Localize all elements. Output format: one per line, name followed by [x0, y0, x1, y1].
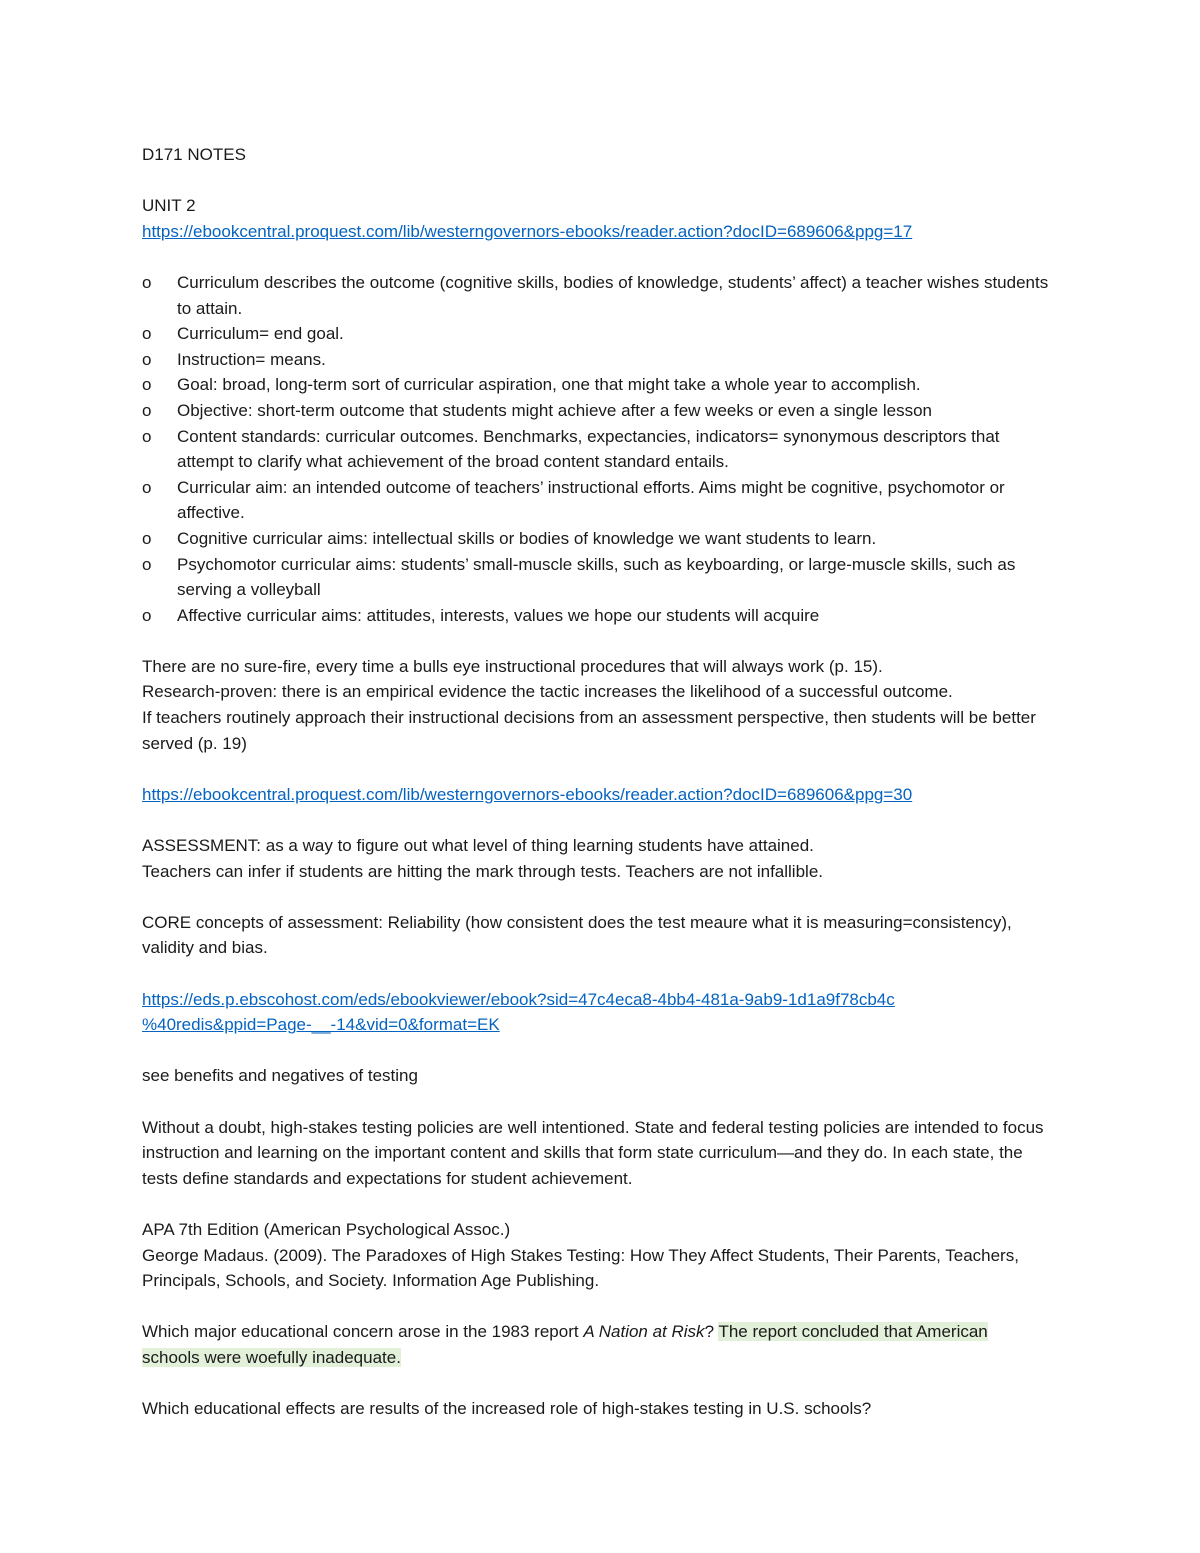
bullet-marker: o	[142, 477, 152, 497]
list-item	[142, 398, 1050, 424]
question-1-text: Which major educational concern arose in the 1983 report	[142, 1322, 584, 1342]
unit-heading: UNIT 2	[142, 196, 196, 216]
highlighted-answer: The report concluded that American schools were woefully inadequate.	[142, 1322, 988, 1367]
list-item-text: Curriculum describes the outcome (cognitive skills, bodies of knowledge, students’ affect) a teacher wishes students to attain.	[177, 272, 1049, 318]
bullet-marker: o	[142, 426, 152, 446]
spacer	[142, 1294, 1050, 1320]
list-item-text: Content standards: curricular outcomes. Benchmarks, expectancies, indicators= synonymous descriptors that attempt to clarify what achievement of the broad content standard entails.	[177, 426, 1000, 472]
list-item-text: Goal: broad, long-term sort of curricular aspiration, one that might take a whole year to accomplish.	[177, 375, 921, 395]
spacer	[142, 884, 1050, 910]
ebsco-link-line-2[interactable]: %40redis&ppid=Page-__-14&vid=0&format=EK	[142, 1015, 500, 1035]
paragraph: If teachers routinely approach their instructional decisions from an assessment perspective, then students will be better served (p. 19)	[142, 708, 1036, 753]
list-item-text: Instruction= means.	[177, 349, 326, 369]
spacer	[142, 961, 1050, 987]
bullet-marker: o	[142, 605, 152, 625]
spacer	[142, 628, 1050, 654]
ebook-link-ppg17[interactable]: https://ebookcentral.proquest.com/lib/westerngovernors-ebooks/reader.action?docID=689606&ppg=17	[142, 221, 913, 241]
list-item	[142, 424, 1050, 475]
list-item	[142, 475, 1050, 526]
bullet-marker: o	[142, 528, 152, 548]
bullet-marker: o	[142, 324, 152, 344]
spacer	[142, 244, 1050, 270]
ebsco-link-line-1[interactable]: https://eds.p.ebscohost.com/eds/ebookviewer/ebook?sid=47c4eca8-4bb4-481a-9ab9-1d1a9f78cb4c	[142, 989, 895, 1009]
list-item-text: Objective: short-term outcome that students might achieve after a few weeks or even a single lesson	[177, 400, 932, 420]
notes-list	[142, 270, 1050, 628]
bullet-marker: o	[142, 375, 152, 395]
paragraph: ASSESSMENT: as a way to figure out what level of thing learning students have attained.	[142, 836, 814, 856]
quote-paragraph: Without a doubt, high-stakes testing policies are well intentioned. State and federal testing policies are intended to focus instruction and learning on the important content and skills that form state curriculum—and they do. In each state, the tests define standards and expectations for student achievement.	[142, 1117, 1044, 1188]
list-item-text: Curricular aim: an intended outcome of teachers’ instructional efforts. Aims might be cognitive, psychomotor or affective.	[177, 477, 1005, 523]
paragraph: Research-proven: there is an empirical evidence the tactic increases the likelihood of a successful outcome.	[142, 682, 953, 702]
report-title: A Nation at Risk	[583, 1322, 705, 1342]
list-item	[142, 270, 1050, 321]
question-2: Which educational effects are results of the increased role of high-stakes testing in U.S. schools?	[142, 1399, 872, 1419]
list-item	[142, 347, 1050, 373]
spacer	[142, 1089, 1050, 1115]
list-item	[142, 372, 1050, 398]
spacer	[142, 756, 1050, 782]
list-item	[142, 603, 1050, 629]
citation-style: APA 7th Edition (American Psychological Assoc.)	[142, 1219, 511, 1239]
bullet-marker: o	[142, 400, 152, 420]
list-item	[142, 552, 1050, 603]
list-item	[142, 526, 1050, 552]
bullet-marker: o	[142, 349, 152, 369]
bullet-marker: o	[142, 272, 152, 292]
paragraph: There are no sure-fire, every time a bulls eye instructional procedures that will always work (p. 15).	[142, 656, 883, 676]
list-item	[142, 321, 1050, 347]
spacer	[142, 1371, 1050, 1397]
paragraph: see benefits and negatives of testing	[142, 1066, 418, 1086]
ebook-link-ppg30[interactable]: https://ebookcentral.proquest.com/lib/westerngovernors-ebooks/reader.action?docID=689606&ppg=30	[142, 784, 913, 804]
list-item-text: Psychomotor curricular aims: students’ small-muscle skills, such as keyboarding, or large-muscle skills, such as serving a volleyball	[177, 554, 1016, 600]
paragraph: Teachers can infer if students are hitting the mark through tests. Teachers are not infallible.	[142, 861, 823, 881]
citation: George Madaus. (2009). The Paradoxes of High Stakes Testing: How They Affect Students, Their Parents, Teachers, Principals, Schools, and Society. Information Age Publishing.	[142, 1245, 1019, 1291]
spacer	[142, 1191, 1050, 1217]
question-1	[142, 1319, 1050, 1370]
spacer	[142, 168, 1050, 194]
list-item-text: Affective curricular aims: attitudes, interests, values we hope our students will acquire	[177, 605, 820, 625]
question-1-mark: ?	[704, 1322, 719, 1342]
list-item-text: Cognitive curricular aims: intellectual skills or bodies of knowledge we want students to learn.	[177, 528, 877, 548]
spacer	[142, 807, 1050, 833]
doc-title: D171 NOTES	[142, 145, 246, 164]
list-item-text: Curriculum= end goal.	[177, 324, 344, 344]
paragraph: CORE concepts of assessment: Reliability (how consistent does the test meaure what it is measuring=consistency), validity and bias.	[142, 912, 1012, 958]
bullet-marker: o	[142, 554, 152, 574]
spacer	[142, 1038, 1050, 1064]
